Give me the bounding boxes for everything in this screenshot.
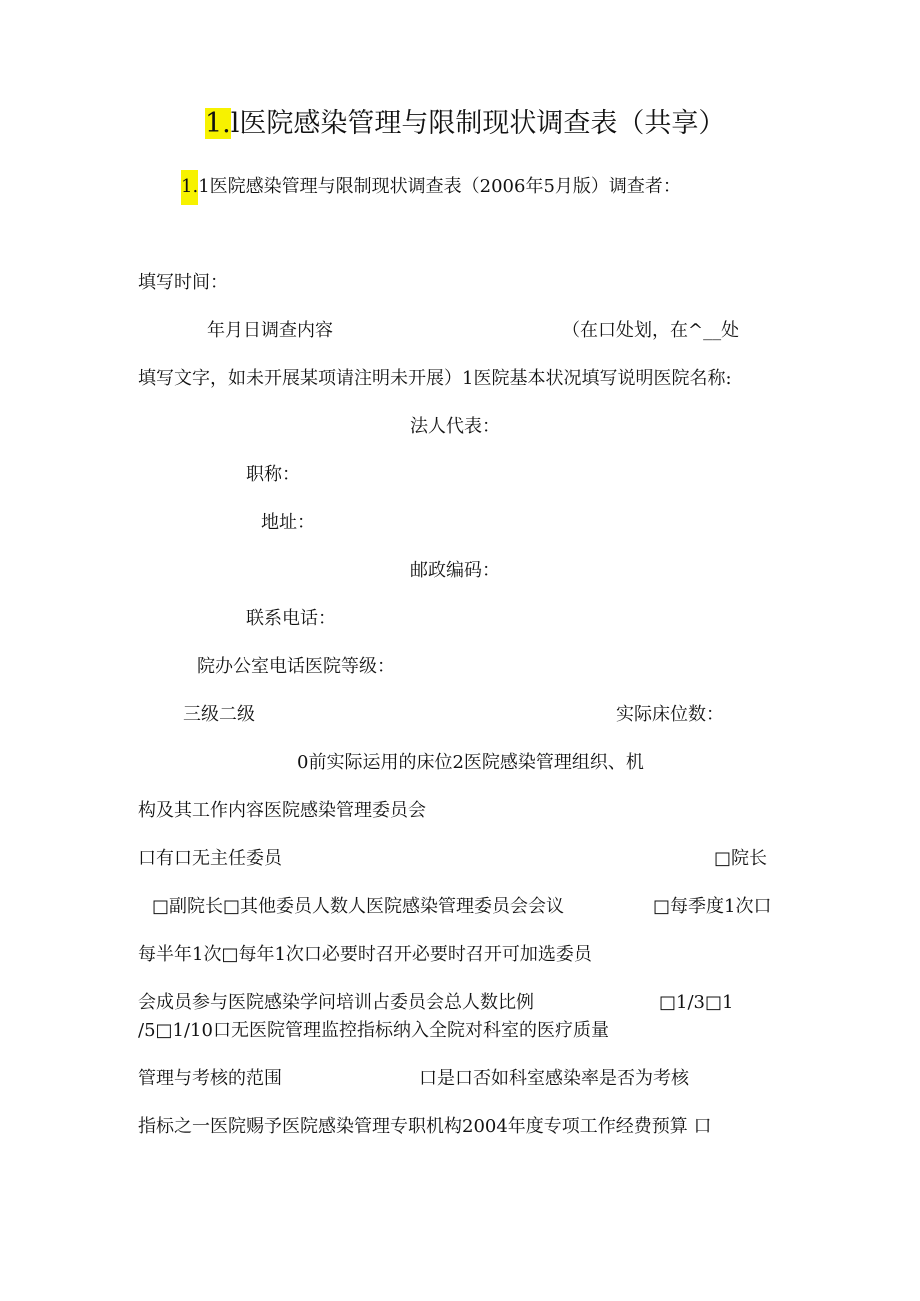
quarterly-option: □每季度1次口 [653, 896, 772, 917]
subtitle-text: 1医院感染管理与限制现状调查表（2006年5月版）调查者： [198, 176, 681, 197]
date-survey-content-label: 年月日调查内容 [207, 320, 333, 341]
funding-budget-line: 指标之一医院赐予医院感染管理专职机构2004年度专项工作经费预算 口 [138, 1116, 712, 1137]
title-text: l医院感染管理与限制现状调查表（共享） [230, 108, 726, 139]
training-ratio-line: 会成员参与医院感染学问培训占委员会总人数比例 [138, 992, 534, 1013]
actual-bed-count-label: 实际床位数： [616, 704, 724, 725]
ratio-options-b: /5□1/10口无医院管理监控指标纳入全院对科室的医疗质量 [138, 1020, 609, 1041]
document-title [205, 106, 725, 142]
ratio-options-a: □1/3□1 [659, 992, 734, 1013]
committee-existence-line: 口有口无主任委员 [138, 848, 282, 869]
address-label: 地址： [261, 512, 315, 533]
hospital-level-options: 三级二级 [183, 704, 255, 725]
committee-members-line: □副院长□其他委员人数人医院感染管理委员会会议 [152, 896, 565, 917]
postal-code-label: 邮政编码： [410, 560, 500, 581]
legal-representative-label: 法人代表： [410, 416, 500, 437]
subtitle-number-highlight: 1. [181, 170, 198, 205]
fill-time-label: 填写时间： [138, 272, 228, 293]
job-title-label: 职称： [246, 464, 300, 485]
assessment-options-line: 口是口否如科室感染率是否为考核 [419, 1068, 689, 1089]
instruction-continued: 填写文字，如未开展某项请注明未开展）1医院基本状况填写说明医院名称: [138, 368, 732, 389]
instruction-text: （在口处划，在^__处 [562, 320, 740, 341]
beds-in-use-line: 0前实际运用的床位2医院感染管理组织、机 [297, 752, 644, 773]
organization-line: 构及其工作内容医院感染管理委员会 [138, 800, 426, 821]
meeting-frequency-line: 每半年1次□每年1次口必要时召开必要时召开可加选委员 [138, 944, 592, 965]
contact-phone-label: 联系电话： [246, 608, 336, 629]
assessment-scope-line: 管理与考核的范围 [138, 1068, 282, 1089]
office-phone-hospital-level-label: 院办公室电话医院等级： [197, 656, 395, 677]
document-subtitle [181, 175, 681, 199]
title-number-highlight: 1. [205, 108, 231, 139]
president-option: □院长 [714, 848, 768, 869]
